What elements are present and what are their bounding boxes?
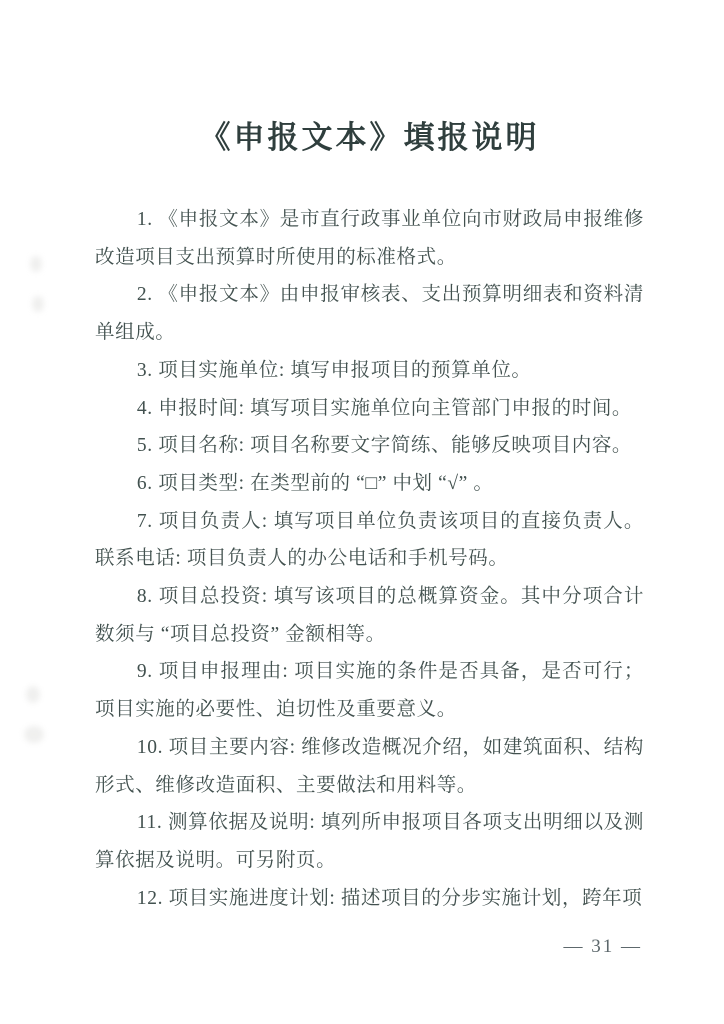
scan-artifact: [24, 726, 44, 743]
scan-artifact: [30, 256, 42, 272]
scan-artifact: [26, 686, 40, 703]
document-title: 《申报文本》填报说明: [199, 120, 540, 155]
instruction-item-2: 2. 《申报文本》由申报审核表、支出预算明细表和资料清单组成。: [95, 284, 644, 344]
document-content: [95, 112, 644, 917]
instruction-item-7: 7. 项目负责人: 填写项目单位负责该项目的直接负责人。联系电话: 项目负责人的办公电话和手机号码。: [95, 510, 644, 570]
instruction-item-1: 1. 《申报文本》是市直行政事业单位向市财政局申报维修改造项目支出预算时所使用的标准格式。: [95, 209, 644, 268]
instruction-item-4: 4. 申报时间: 填写项目实施单位向主管部门申报的时间。: [136, 397, 633, 419]
scan-artifact: [32, 296, 44, 312]
instruction-item-9: 9. 项目申报理由: 项目实施的条件是否具备，是否可行；项目实施的必要性、迫切性及重要意义。: [95, 661, 644, 721]
instruction-item-3: 3. 项目实施单位: 填写申报项目的预算单位。: [136, 359, 532, 381]
instruction-item-5: 5. 项目名称: 项目名称要文字简练、能够反映项目内容。: [136, 435, 633, 457]
page-number: — 31 —: [563, 936, 642, 957]
instruction-item-8: 8. 项目总投资: 填写该项目的总概算资金。其中分项合计数须与 “项目总投资” 金额相等。: [95, 586, 644, 645]
instruction-item-12: 12. 项目实施进度计划: 描述项目的分步实施计划，跨年项: [136, 887, 643, 909]
instruction-item-6: 6. 项目类型: 在类型前的 “□” 中划 “√” 。: [136, 472, 494, 494]
instruction-item-10: 10. 项目主要内容: 维修改造概况介绍，如建筑面积、结构形式、维修改造面积、主要做法和用料等。: [95, 736, 644, 796]
instruction-item-11: 11. 测算依据及说明: 填列所申报项目各项支出明细以及测算依据及说明。可另附页。: [95, 812, 644, 871]
